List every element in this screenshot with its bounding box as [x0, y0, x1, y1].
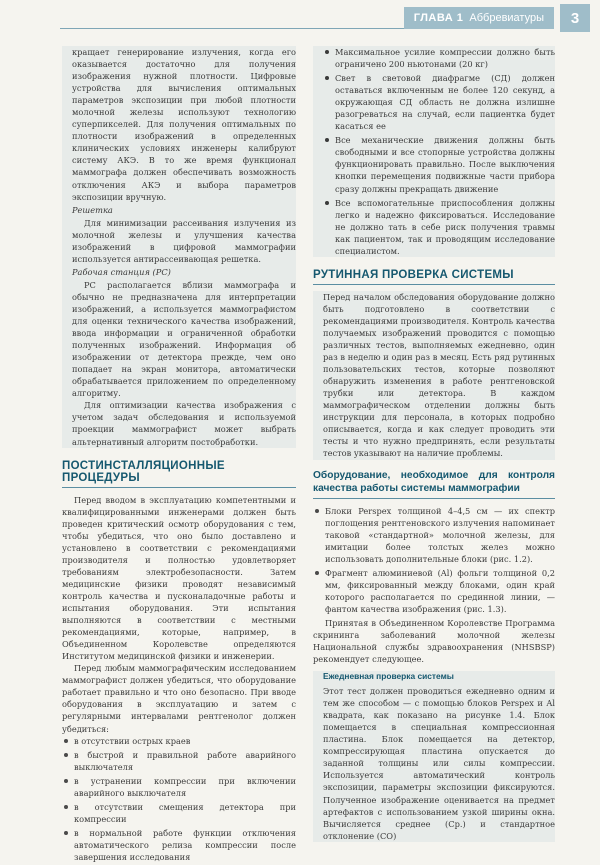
- daily-check-box: [313, 671, 555, 842]
- routine-check-paragraph: Перед началом обследования оборудование должно быть подготовлено в соответствии с рекомендациями производителя. Контроль качества получаемых изображений проводится с помощью различных тестов, выполняемых ежедневно, один раз в неделю и один раз в месяц. Есть ряд рутинных пользовательских тестов, которые позволяют обнаружить изменения в работе рентгеновской трубки или детектора. В каждом маммографическом отделении должны быть инструкции для персонала, в которых подробно описывается, когда и как следует проводить эти тесты и что нужно предпринять, если результаты тестов указывают на наличие проблемы.: [323, 291, 555, 459]
- workstation-paragraph-2: Для оптимизации качества изображения с учетом задач обследования и используемой проекции маммографист может выбрать альтернативный алгоритм постобработки.: [72, 400, 296, 447]
- list-item: в отсутствии смещения детектора при компрессии: [62, 801, 296, 825]
- equipment-sidebar-box: [62, 46, 296, 448]
- aec-paragraph: кращает генерирование излучения, когда его оказывается достаточно для получения изображения нужной плотности. Цифровые устройства для вычисления оптимальных параметров экспозиции при любой плотности молочной железы используют технологию суперпикселей. Для получения оптимальных по плотности изображений в определенных клинических условиях инженеры калибруют систему АКЭ. В то же время функционал маммографа должен обеспечивать возможность отключения АКЭ и выбора параметров экспозиции вручную.: [72, 47, 296, 202]
- grid-paragraph: Для минимизации рассеивания излучения из молочной железы и улучшения качества изображений в цифровой маммографии используется антирассеивающая решетка.: [72, 217, 296, 264]
- list-item: в устранении компрессии при включении аварийного выключателя: [62, 775, 296, 799]
- chapter-tab: [404, 7, 554, 29]
- post-installation-paragraph-1: Перед вводом в эксплуатацию компетентными и квалифицированными инженерами должен быть проведен критический осмотр оборудования с тем, чтобы убедиться, что оно было доставлено и установлено в соответствии с рекомендациями производителя и полностью удовлетворяет требованиям электробезопасности. Затем медицинские физики проводят независимый контроль качества и пусконаладочные работы и испытания оборудования. Эти испытания выполняются в соответствии с местными рекомендациями, которые, например, в Объединенном Королевстве определяются Институтом медицинской физики и инженерии.: [62, 494, 296, 662]
- chapter-label: ГЛАВА 1: [413, 12, 464, 24]
- list-item: в отсутствии острых краев: [62, 735, 296, 747]
- list-item: Фрагмент алюминиевой (Al) фольги толщиной 0,2 мм, фиксированный между блоками, один край которого располагается по срединной линии, — фантом качества изображения (рис. 1.3).: [313, 567, 555, 615]
- chapter-title: Аббревиатуры: [469, 12, 544, 24]
- grid-label: Решетка: [72, 204, 113, 215]
- daily-check-heading: Ежедневная проверка системы: [323, 671, 454, 682]
- list-item: Свет в световой диафрагме (СД) должен оставаться включенным не более 120 секунд, а окружающая СД область не должна излишне разогреваться на случай, если пациентка будет касаться ее: [323, 72, 555, 132]
- post-installation-heading: ПОСТИНСТАЛЛЯЦИОННЫЕ ПРОЦЕДУРЫ: [62, 454, 296, 488]
- list-item: Максимальное усилие компрессии должно быть ограничено 200 ньютонами (20 кг): [323, 46, 555, 70]
- list-item: Все вспомогательные приспособления должны легко и надежно фиксироваться. Исследование не должно тать в себе риск получения травмы как пациентом, так и проводящим исследование специалистом.: [323, 197, 555, 257]
- list-item: в быстрой и правильной работе аварийного выключателя: [62, 749, 296, 773]
- routine-check-heading: РУТИННАЯ ПРОВЕРКА СИСТЕМЫ: [313, 263, 555, 285]
- page-number: 3: [560, 4, 590, 32]
- qc-equipment-heading: Оборудование, необходимое для контроля качества работы системы маммографии: [313, 466, 555, 499]
- safety-continued-box: [313, 46, 555, 257]
- workstation-paragraph-1: PC располагается вблизи маммографа и обычно не предназначена для интерпретации изображений, а используется маммографистом для оценки технического качества изображений, ввода информации и ограниченной обработки полученных изображений. Информация об изображении от детектора прежде, чем оно попадает на экран монитора, автоматически обрабатывается приложением по определенному алгоритму.: [72, 279, 296, 399]
- right-column: [313, 46, 555, 842]
- safety-check-list: [62, 735, 296, 863]
- nhsbsp-paragraph: Принятая в Объединенном Королевстве Программа скрининга заболеваний молочной железы Национальной службы здравоохранения (NHSBSP) рекомендует следующее.: [313, 617, 555, 665]
- daily-check-paragraph: Этот тест должен проводиться ежедневно одним и тем же способом — с помощью блоков Perspex и Al квадрата, как показано на рисунке 1.4. Блок помещается в специальная компрессионная пластина. Блок помещается на детектор, компрессирующая пластина опускается до заданной толщины или силы компрессии. Используется автоматический контроль экспозиции, параметры экспозиции фиксируются. Полученное изображение оценивается на предмет артефактов с использованием узкой ширины окна. Вычисляется среднее (Ср.) и стандартное отклонение (СО): [323, 686, 555, 841]
- qc-equipment-list: [313, 505, 555, 615]
- post-installation-paragraph-2: Перед любым маммографическим исследованием маммографист должен убедиться, что оборудование работает правильно и что оно безопасно. При вводе оборудования в эксплуатацию и затем с регулярными интервалами рентгенолог должен убедиться:: [62, 663, 296, 734]
- workstation-label: Рабочая станция (PC): [72, 266, 171, 277]
- list-item: Блоки Perspex толщиной 4–4,5 см — их спектр поглощения рентгеновского излучения напоминает таковой «стандартной» молочной железы, для имитации более толстых желез можно использовать дополнительные блоки (рис. 1.2).: [313, 505, 555, 565]
- routine-check-box: [313, 291, 555, 460]
- safety-continued-list: [323, 46, 555, 257]
- page-header: [0, 0, 600, 38]
- list-item: Все механические движения должны быть свободными и все стопорные устройства должны функционировать правильно. После выключения кнопки перемещения подвижные части прибора сразу должны прекращать движение: [323, 134, 555, 194]
- left-column: [62, 46, 296, 865]
- list-item: в нормальной работе функции отключения автоматического релиза компрессии после завершения исследования: [62, 827, 296, 863]
